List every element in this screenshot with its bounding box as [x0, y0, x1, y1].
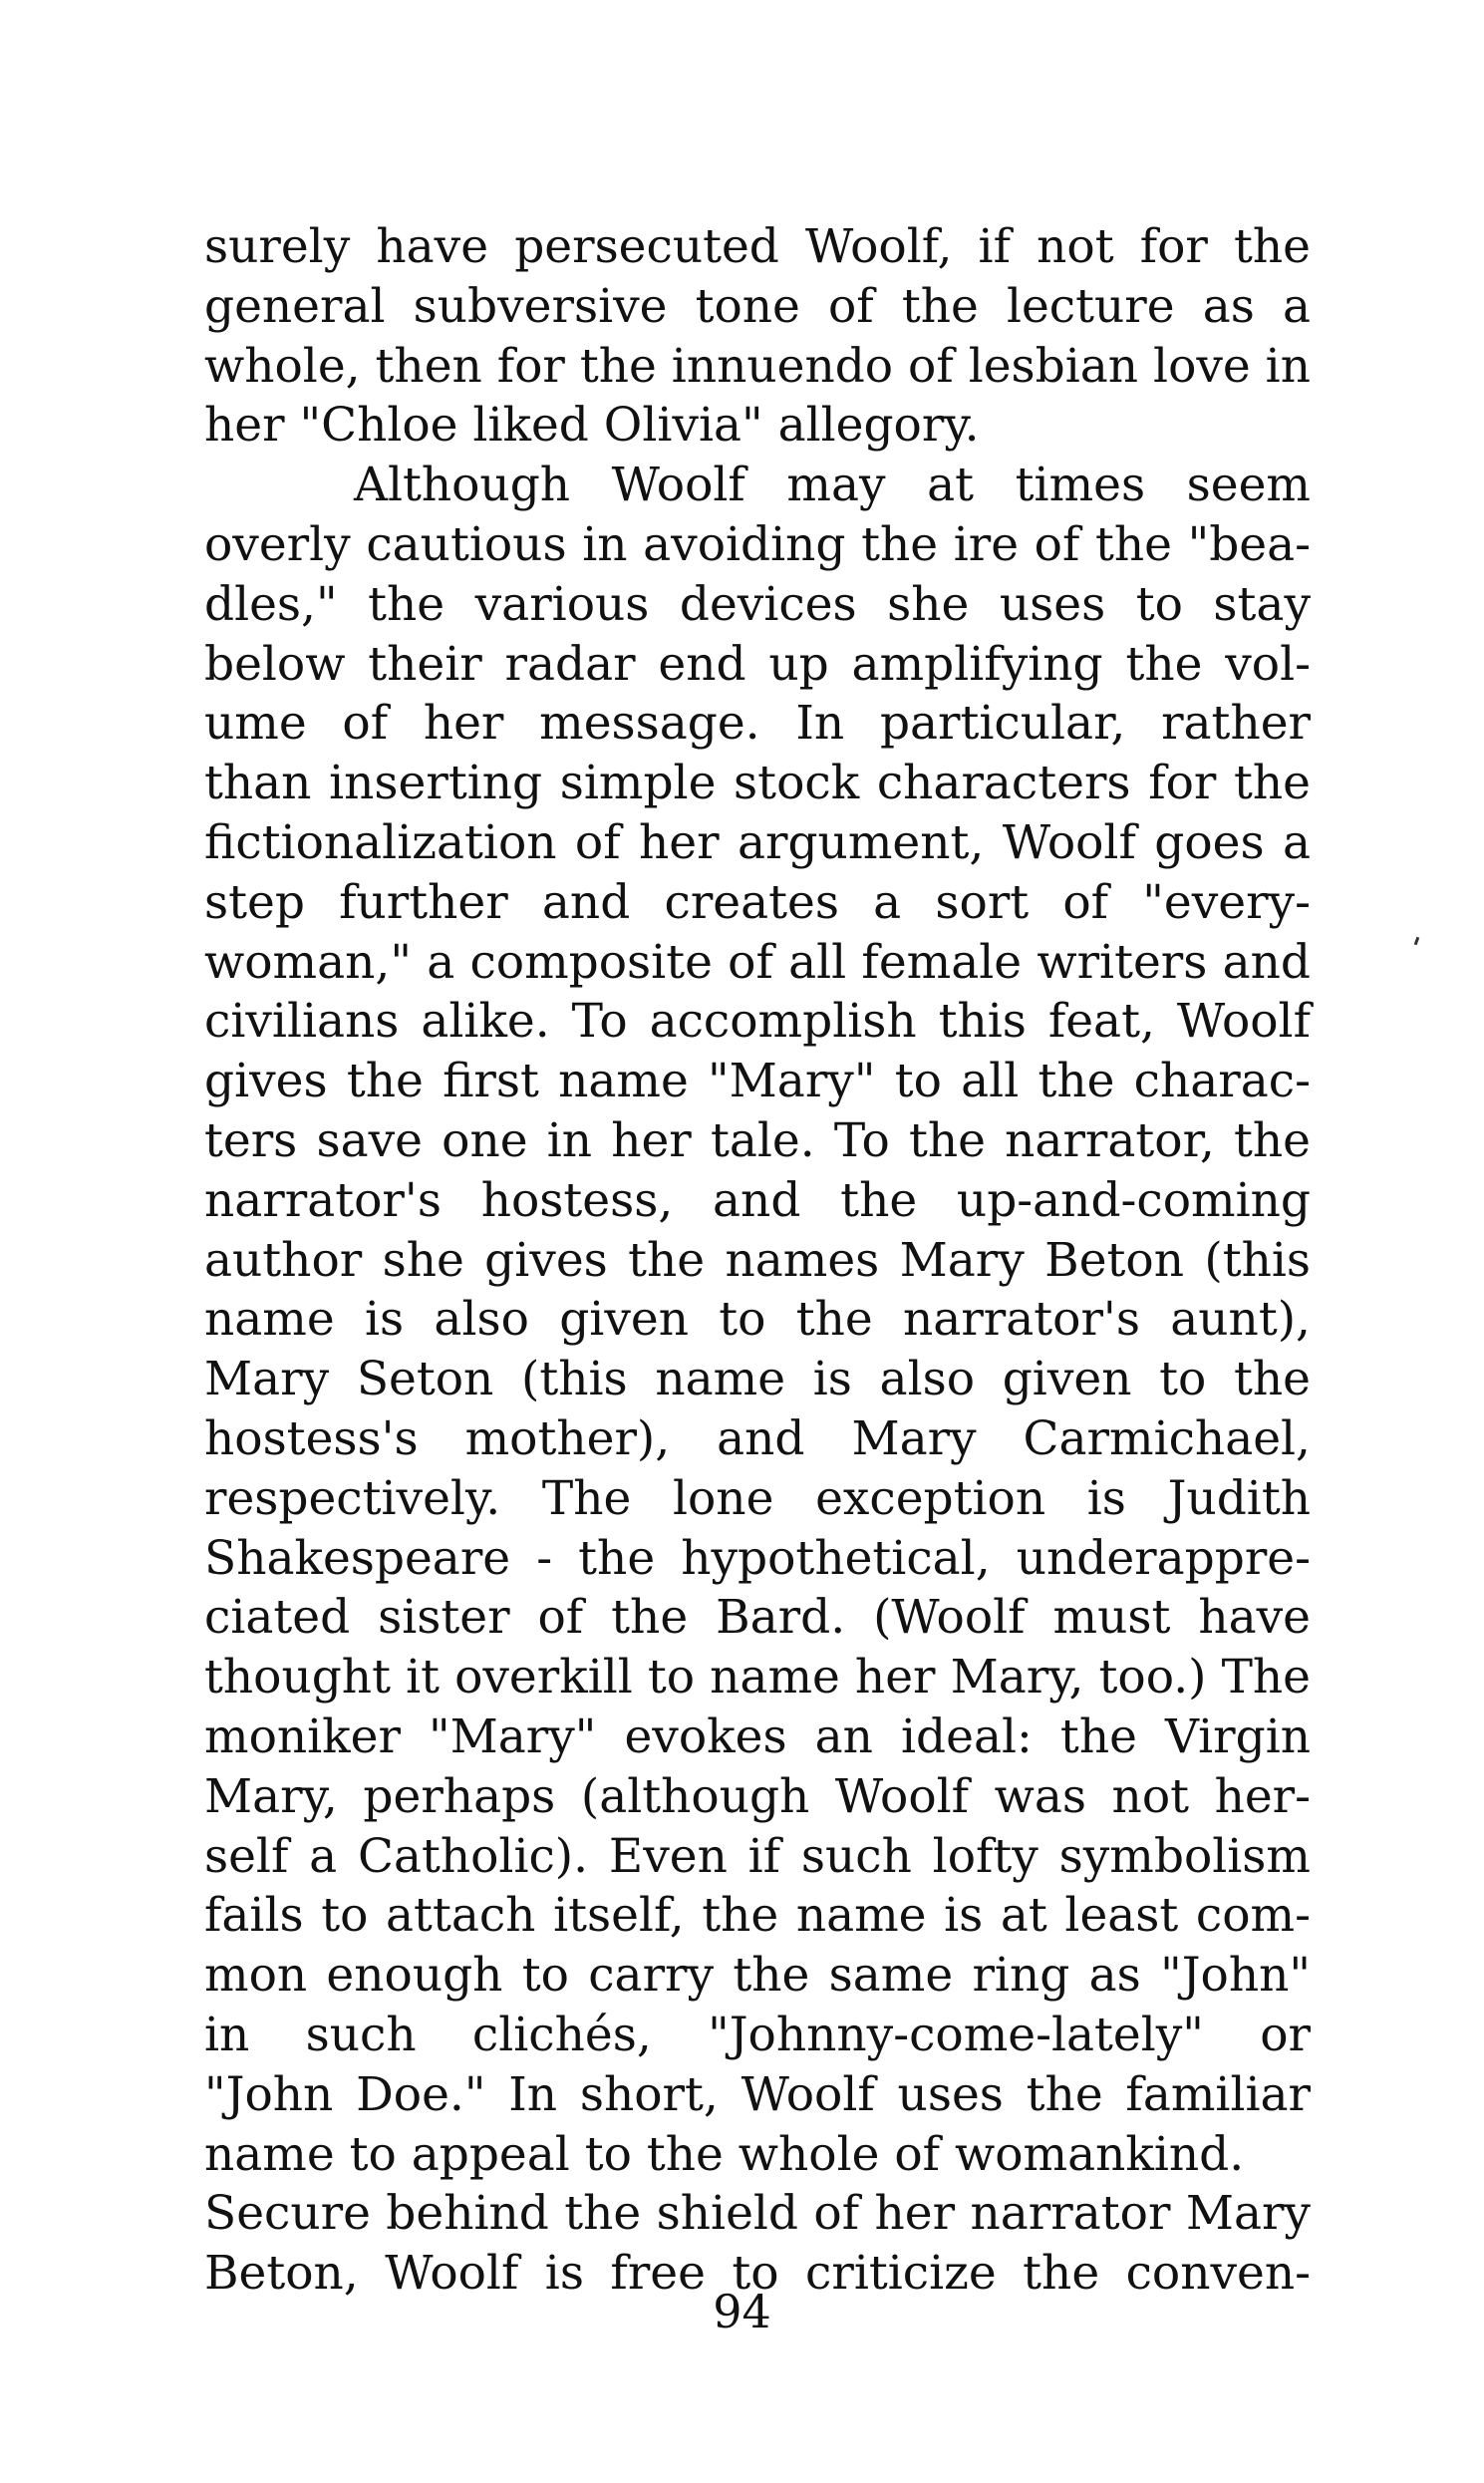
text-line: Secure behind the shield of her narrator Mary: [204, 2186, 1311, 2242]
paragraph-start-line: Although Woolf may at times seem: [354, 458, 1311, 513]
text-line: ume of her message. In particular, rather: [204, 696, 1311, 752]
text-line: moniker "Mary" evokes an ideal: the Virgin: [204, 1708, 1311, 1764]
text-line: thought it overkill to name her Mary, too.) The: [204, 1650, 1311, 1706]
text-line: respectively. The lone exception is Judith: [204, 1470, 1311, 1526]
text-line: Beton, Woolf is free to criticize the conven-: [204, 2246, 1311, 2302]
text-line: self a Catholic). Even if such lofty symbolism: [204, 1828, 1311, 1884]
text-line: than inserting simple stock characters for the: [204, 756, 1311, 811]
text-line: overly cautious in avoiding the ire of the "bea-: [204, 516, 1311, 572]
text-line: surely have persecuted Woolf, if not for the: [204, 219, 1311, 274]
text-line: mon enough to carry the same ring as "John": [204, 1948, 1311, 2004]
text-line: Mary, perhaps (although Woolf was not her-: [204, 1768, 1311, 1824]
text-line: in such clichés, "Johnny-come-lately" or: [204, 2007, 1311, 2062]
text-line: Shakespeare - the hypothetical, underappre-: [204, 1530, 1311, 1586]
text-line: ters save one in her tale. To the narrator, the: [204, 1112, 1311, 1168]
page-number: 94: [713, 2285, 771, 2338]
text-line: whole, then for the innuendo of lesbian love in: [204, 338, 1311, 394]
text-line: fails to attach itself, the name is at least com-: [204, 1888, 1311, 1944]
text-line: author she gives the names Mary Beton (this: [204, 1232, 1311, 1288]
text-line: step further and creates a sort of "every-: [204, 874, 1311, 930]
body-text: [204, 217, 1311, 2304]
text-line: hostess's mother), and Mary Carmichael,: [204, 1410, 1311, 1466]
text-line: "John Doe." In short, Woolf uses the familiar: [204, 2066, 1311, 2122]
text-line: narrator's hostess, and the up-and-coming: [204, 1172, 1311, 1228]
text-line: Mary Seton (this name is also given to the: [204, 1352, 1311, 1407]
text-line: her "Chloe liked Olivia" allegory.: [204, 398, 980, 454]
text-line: civilians alike. To accomplish this feat, Woolf: [204, 994, 1311, 1050]
text-line: name is also given to the narrator's aunt),: [204, 1292, 1311, 1348]
text-line: below their radar end up amplifying the vol-: [204, 636, 1311, 692]
scan-speck: [1414, 937, 1420, 946]
text-line: gives the first name "Mary" to all the charac-: [204, 1054, 1311, 1109]
text-line: name to appeal to the whole of womankind.: [204, 2126, 1245, 2182]
text-line: woman," a composite of all female writers and: [204, 934, 1311, 990]
text-line: dles," the various devices she uses to stay: [204, 576, 1311, 632]
text-line: general subversive tone of the lecture as a: [204, 278, 1311, 334]
text-line: fictionalization of her argument, Woolf goes a: [204, 814, 1311, 870]
text-line: ciated sister of the Bard. (Woolf must have: [204, 1590, 1311, 1646]
